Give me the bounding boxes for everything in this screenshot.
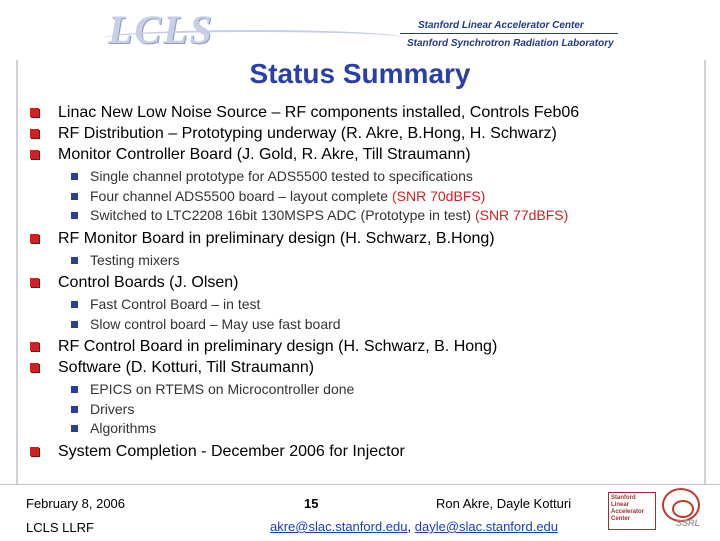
footer-date: February 8, 2006 xyxy=(26,496,126,511)
red-square-bullet-icon xyxy=(30,129,39,138)
sub-bullet-item xyxy=(30,167,710,187)
ssrl-inner-ring-icon xyxy=(672,500,694,518)
bullet-item xyxy=(30,442,710,462)
bullet-text: RF Monitor Board in preliminary design (H. Schwarz, B.Hong) xyxy=(58,229,495,247)
bullet-item xyxy=(30,124,710,144)
slide-header xyxy=(0,0,720,60)
bullet-item xyxy=(30,229,710,249)
blue-square-bullet-icon xyxy=(71,386,78,393)
stanford-logo: Stanford Linear Accelerator Center xyxy=(608,492,656,530)
blue-square-bullet-icon xyxy=(71,301,78,308)
logo-swoosh xyxy=(104,30,404,46)
bullet-text: Algorithms xyxy=(90,420,157,436)
page-title: Status Summary xyxy=(249,58,471,89)
email-separator: , xyxy=(407,519,415,534)
blue-square-bullet-icon xyxy=(71,321,78,328)
page-number: 15 xyxy=(304,496,319,511)
blue-square-bullet-icon xyxy=(71,173,78,180)
blue-square-bullet-icon xyxy=(71,406,78,413)
bullet-text: EPICS on RTEMS on Microcontroller done xyxy=(90,381,355,397)
bullet-item xyxy=(30,273,710,293)
bullet-text: Switched to LTC2208 16bit 130MSPS ADC (Prototype in test) xyxy=(90,207,475,223)
bullet-item xyxy=(30,145,710,165)
blue-square-bullet-icon xyxy=(71,257,78,264)
red-square-bullet-icon xyxy=(30,108,39,117)
bullet-text: Single channel prototype for ADS5500 tested to specifications xyxy=(90,168,473,184)
email-link-dayle[interactable]: dayle@slac.stanford.edu xyxy=(414,519,559,534)
bullet-text: Control Boards (J. Olsen) xyxy=(58,274,239,291)
bullet-text: RF Distribution – Prototyping underway (R. Akre, B.Hong, H. Schwarz) xyxy=(58,125,557,142)
bullet-list xyxy=(30,103,710,462)
blue-square-bullet-icon xyxy=(71,193,78,200)
blue-square-bullet-icon xyxy=(71,212,78,219)
red-square-bullet-icon xyxy=(30,234,39,243)
bullet-text: Software (D. Kotturi, Till Straumann) xyxy=(58,359,315,376)
red-square-bullet-icon xyxy=(30,342,39,351)
email-link-akre[interactable]: akre@slac.stanford.edu xyxy=(270,519,408,534)
sub-bullet-item xyxy=(30,380,710,400)
header-divider xyxy=(400,33,618,34)
sub-bullet-item xyxy=(30,419,710,439)
sub-bullet-item xyxy=(30,400,710,420)
lab-name-line1: Stanford Linear Accelerator Center xyxy=(418,20,584,31)
bullet-text: Drivers xyxy=(90,400,135,417)
sub-bullet-item xyxy=(30,206,710,226)
bullet-text: Four channel ADS5500 board – layout complete xyxy=(90,187,392,204)
bullet-item xyxy=(30,103,710,123)
snr-highlight: (SNR 77dBFS) xyxy=(474,207,569,223)
bullet-text: Fast Control Board – in test xyxy=(90,296,261,312)
footer-authors: Ron Akre, Dayle Kotturi xyxy=(436,496,572,511)
bullet-text: RF Control Board in preliminary design (H. Schwarz, B. Hong) xyxy=(58,338,498,355)
bullet-text: Monitor Controller Board (J. Gold, R. Akre, Till Straumann) xyxy=(58,146,471,163)
blue-square-bullet-icon xyxy=(71,425,78,432)
bullet-text: Linac New Low Noise Source – RF components installed, Controls Feb06 xyxy=(58,104,580,121)
footer-emails xyxy=(270,519,558,534)
sub-bullet-item xyxy=(30,295,710,315)
lab-name-line2: Stanford Synchrotron Radiation Laboratory xyxy=(407,38,614,49)
red-square-bullet-icon xyxy=(30,447,39,456)
red-square-bullet-icon xyxy=(30,278,39,287)
sub-bullet-item xyxy=(30,251,710,271)
sub-bullet-item xyxy=(30,187,710,207)
bullet-text: Testing mixers xyxy=(90,251,180,268)
bullet-text: System Completion - December 2006 for Injector xyxy=(58,442,405,460)
red-square-bullet-icon xyxy=(30,150,39,159)
ssrl-logo-text: SSRL xyxy=(676,518,701,528)
lcls-logo: LCLS xyxy=(108,7,214,52)
footer-org: LCLS LLRF xyxy=(26,520,94,535)
bullet-item xyxy=(30,337,710,357)
bullet-item xyxy=(30,358,710,378)
sub-bullet-item xyxy=(30,315,710,335)
red-square-bullet-icon xyxy=(30,363,39,372)
bullet-text: Slow control board – May use fast board xyxy=(90,315,341,332)
snr-highlight: (SNR 70dBFS) xyxy=(391,187,486,204)
